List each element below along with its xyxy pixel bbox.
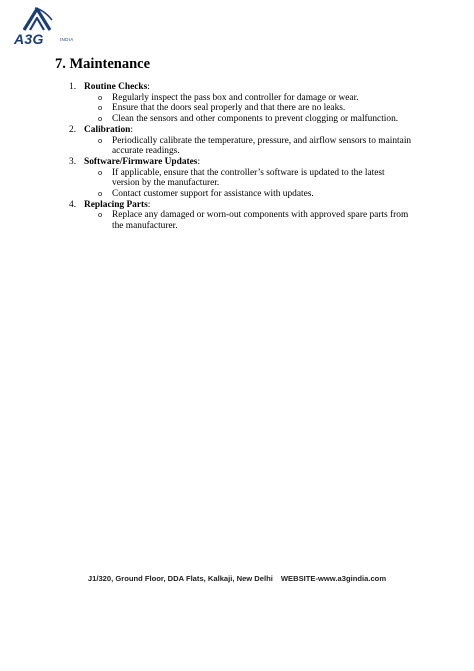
footer-address: J1/320, Ground Floor, DDA Flats, Kalkaji, New Delhi [87, 574, 273, 583]
list-item-title-text: Replacing Parts [84, 199, 148, 210]
maintenance-list [0, 82, 474, 232]
list-item [0, 125, 414, 157]
sub-item-text: Replace any damaged or worn-out components with approved spare parts from the manufacturer. [112, 210, 409, 232]
logo-subtext: INDIA [60, 37, 74, 42]
circle-bullet-icon: o [98, 92, 103, 102]
sub-item-text: Clean the sensors and other components to prevent clogging or malfunction. [112, 114, 399, 125]
sub-item-text: Contact customer support for assistance with updates. [112, 189, 314, 200]
sub-item-text: Regularly inspect the pass box and controller for damage or wear. [112, 92, 359, 103]
sub-item-text: Ensure that the doors seal properly and that there are no leaks. [112, 103, 346, 114]
list-item-title: Replacing Parts: [84, 199, 151, 210]
list-item-number: 3. [69, 156, 77, 167]
circle-bullet-icon: o [98, 135, 103, 145]
list-item-title-text: Routine Checks [84, 82, 148, 92]
footer-website: WEBSITE-www.a3gindia.com [280, 574, 387, 583]
sub-item-text: Periodically calibrate the temperature, pressure, and airflow sensors to maintain accurate readings. [112, 135, 412, 157]
list-item-title: Software/Firmware Updates: [84, 156, 201, 167]
circle-bullet-icon: o [98, 103, 103, 113]
list-item [0, 200, 414, 232]
sub-item [84, 189, 414, 200]
list-item-number: 2. [69, 124, 77, 135]
section-heading: 7. Maintenance [55, 56, 151, 72]
list-item-title: Calibration: [84, 124, 133, 135]
company-logo [14, 6, 104, 46]
sub-item [84, 210, 414, 231]
circle-bullet-icon: o [98, 210, 103, 220]
circle-bullet-icon: o [98, 167, 103, 177]
list-item-number: 1. [69, 82, 77, 92]
list-item-title-text: Calibration [84, 124, 131, 135]
sub-item [84, 136, 414, 157]
logo-mark-icon [22, 6, 56, 32]
sub-item [84, 168, 414, 189]
sub-item [84, 93, 414, 104]
sub-item [84, 103, 414, 114]
logo-text: A3G [14, 31, 44, 47]
sub-item [84, 114, 414, 125]
list-item-number: 4. [69, 199, 77, 210]
list-item-title: Routine Checks: [84, 82, 150, 92]
circle-bullet-icon: o [98, 114, 103, 124]
list-item-title-text: Software/Firmware Updates [84, 156, 198, 167]
list-item [0, 82, 414, 125]
sub-item-text: If applicable, ensure that the controller’s software is updated to the latest version by the manufacturer. [112, 167, 385, 189]
page-footer [0, 574, 474, 583]
circle-bullet-icon: o [98, 189, 103, 199]
list-item [0, 157, 414, 200]
